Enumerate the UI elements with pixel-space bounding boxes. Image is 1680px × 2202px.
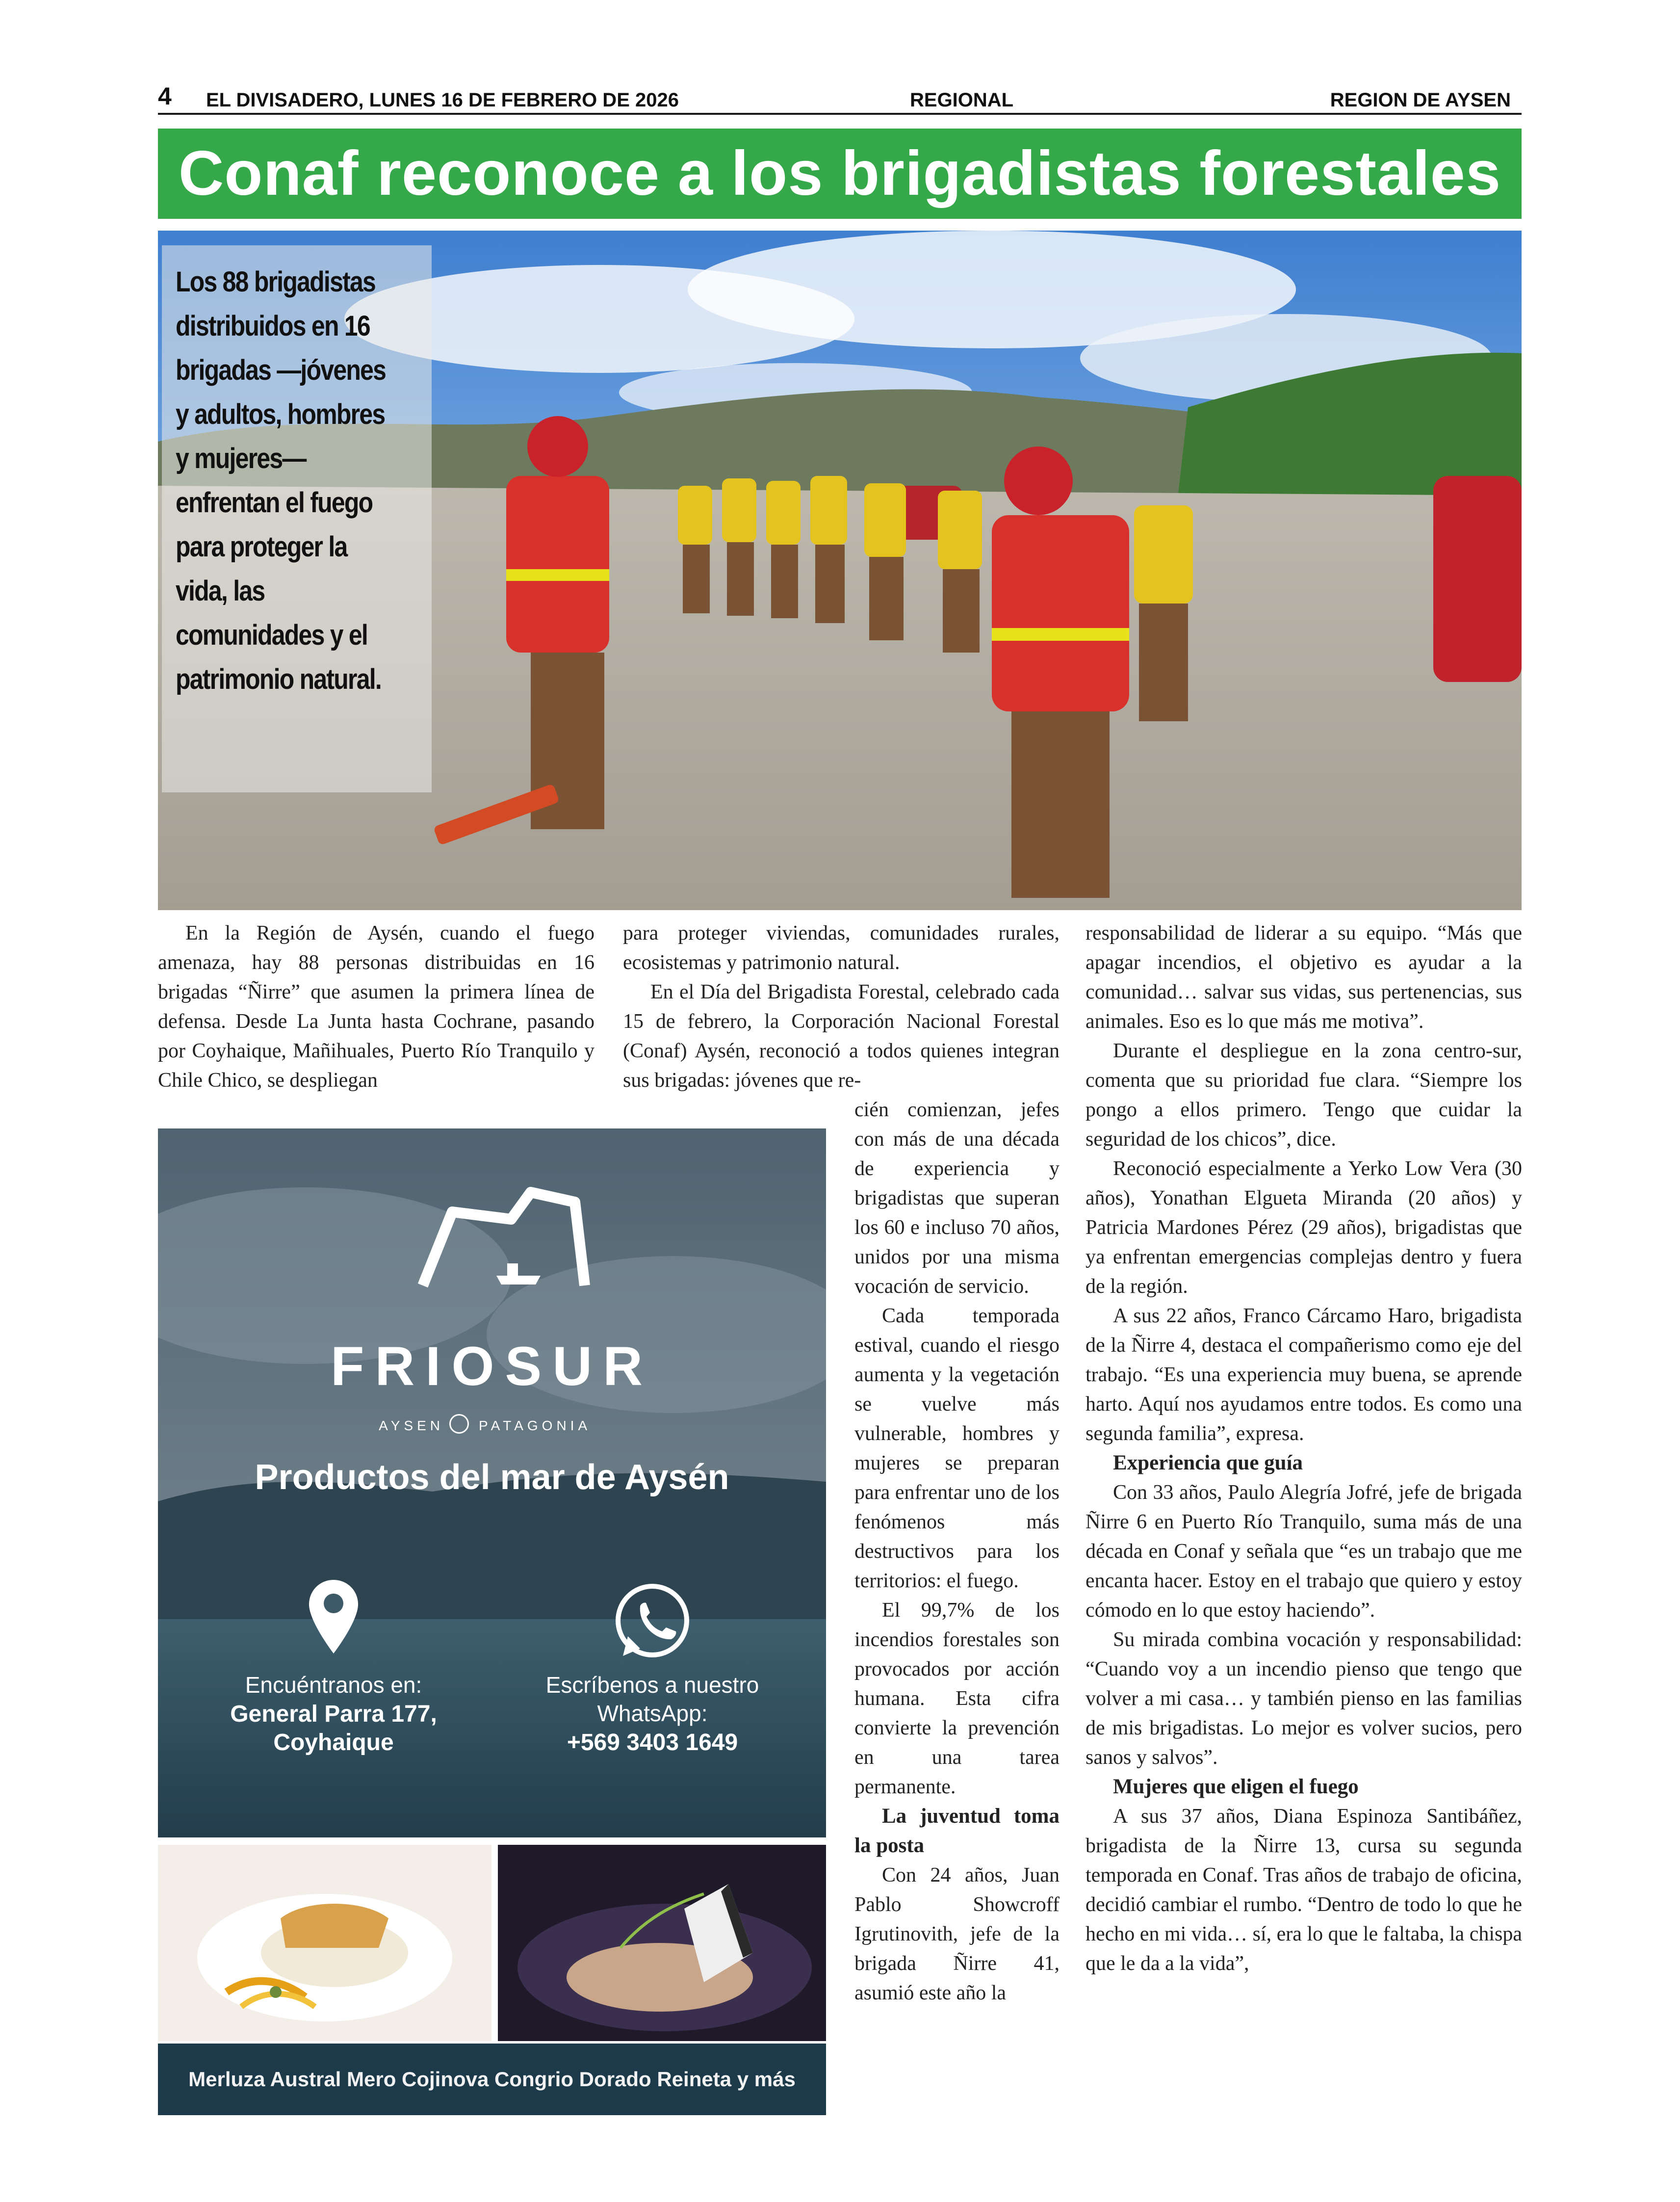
- paragraph: para proteger viviendas, comunidades rurales, ecosistemas y patrimonio natural.: [623, 922, 1060, 974]
- subheading: Mujeres que eligen el fuego: [1113, 1775, 1359, 1798]
- paragraph: Durante el despliegue en la zona centro-sur, comenta que su prioridad fue clara. “Siempre los pongo a ellos primero. Tengo que cuidar la seguridad de los chicos”, dice.: [1086, 1040, 1522, 1151]
- paper-date: EL DIVISADERO, LUNES 16 DE FEBRERO DE 2026: [206, 89, 679, 111]
- location-address-2: Coyhaique: [273, 1730, 394, 1756]
- location-pin-icon: [309, 1580, 358, 1656]
- subheading: Experiencia que guía: [1113, 1451, 1303, 1474]
- paragraph: Con 33 años, Paulo Alegría Jofré, jefe de brigada Ñirre 6 en Puerto Río Tranquilo, suma más de una década en Conaf y señala que “es un trabajo que me encanta hacer. Estoy en el trabajo que quiero y estoy cómodo en lo que estoy haciendo”.: [1086, 1481, 1522, 1622]
- paragraph: A sus 22 años, Franco Cárcamo Haro, brigadista de la Ñirre 4, destaca el compañerismo como eje del trabajo. “Es una experiencia muy buena, se aprende harto. Aquí nos ayudamos entre todos. Es como una segunda familia”, expresa.: [1086, 1305, 1522, 1445]
- page-number: 4: [158, 82, 172, 110]
- column-2-narrow: [854, 1095, 1060, 2008]
- photo-callout: Los 88 brigadistas distribuidos en 16 brigadas —jóvenes y adultos, hombres y mujeres— enfrentan el fuego para proteger la vida, las comunidades y el patrimonio natural.: [176, 266, 386, 695]
- whatsapp-number: +569 3403 1649: [567, 1730, 738, 1756]
- column-3: [1086, 918, 1522, 1978]
- section-label: REGIONAL: [910, 89, 1014, 111]
- fish-plate-photo: [498, 1845, 826, 2041]
- paragraph: responsabilidad de liderar a su equipo. “Más que apagar incendios, el objetivo es ayudar a la comunidad… salvar sus vidas, sus pertenencias, sus animales. Eso es lo que más me motiva”.: [1086, 922, 1522, 1033]
- ad-tagline-left: AYSEN: [379, 1418, 444, 1433]
- paragraph: Su mirada combina vocación y responsabilidad: “Cuando voy a un incendio pienso que tengo que volver a mi casa… y también pienso en las familias de mis brigadistas. Lo mejor es volver sucios, pero sanos y salvos”.: [1086, 1628, 1522, 1769]
- paragraph: En el Día del Brigadista Forestal, celebrado cada 15 de febrero, la Corporación Nacional Forestal (Conaf) Aysén, reconoció a todos quienes integran sus brigadas: jóvenes que re-: [623, 981, 1060, 1092]
- compass-icon: [449, 1414, 469, 1434]
- ad-products: Merluza Austral Mero Cojinova Congrio Dorado Reineta y más: [188, 2068, 796, 2091]
- ad-slogan: Productos del mar de Aysén: [255, 1458, 729, 1497]
- whatsapp-label-1: Escríbenos a nuestro: [545, 1672, 759, 1698]
- paragraph: Cada temporada estival, cuando el riesgo aumenta y la vegetación se vuelve más vulnerable, hombres y mujeres se preparan para enfrentar uno de los fenómenos más destructivos para los territorios: el fuego.: [854, 1305, 1060, 1592]
- headline: Conaf reconoce a los brigadistas forestales: [178, 138, 1501, 209]
- column-2-top: [623, 918, 1060, 1095]
- subheading: La juventud toma la posta: [854, 1805, 1060, 1857]
- paragraph: cién comienzan, jefes con más de una década de experiencia y brigadistas que superan los 60 e incluso 70 años, unidos por una misma vocación de servicio.: [854, 1099, 1060, 1298]
- whatsapp-label-2: WhatsApp:: [597, 1701, 708, 1726]
- whatsapp-icon: [613, 1582, 692, 1663]
- location-address-1: General Parra 177,: [230, 1701, 437, 1727]
- ad-tagline-right: PATAGONIA: [479, 1418, 592, 1433]
- location-label: Encuéntranos en:: [245, 1672, 422, 1698]
- region-label: REGION DE AYSEN: [1330, 89, 1511, 111]
- paragraph: En la Región de Aysén, cuando el fuego amenaza, hay 88 personas distribuidas en 16 brigadas “Ñirre” que asumen la primera línea de defensa. Desde La Junta hasta Cochrane, pasando por Coyhaique, Mañihuales, Puerto Río Tranquilo y Chile Chico, se despliegan: [158, 922, 594, 1092]
- column-1: [158, 918, 594, 1095]
- ad-brand: FRIOSUR: [331, 1336, 653, 1397]
- paragraph: Con 24 años, Juan Pablo Showcroff Igrutinovith, jefe de la brigada Ñirre 41, asumió este año la: [854, 1864, 1060, 2004]
- paragraph: A sus 37 años, Diana Espinoza Santibáñez, brigadista de la Ñirre 13, cursa su segunda temporada en Conaf. Tras años de trabajo de oficina, decidió cambiar el rumbo. “Dentro de todo lo que he hecho en mi vida… sí, era lo que le faltaba, la chispa que le da a la vida”,: [1086, 1805, 1522, 1975]
- header-rule: [158, 113, 1522, 115]
- fish-dish-photo: [158, 1845, 491, 2041]
- paragraph: El 99,7% de los incendios forestales son provocados por acción humana. Esta cifra convierte la prevención en una tarea permanente.: [854, 1599, 1060, 1798]
- paragraph: Reconoció especialmente a Yerko Low Vera (30 años), Yonathan Elgueta Miranda (20 años) y Patricia Mardones Pérez (29 años), brigadistas que ya enfrentan emergencias complejas dentro y fuera de la región.: [1086, 1157, 1522, 1298]
